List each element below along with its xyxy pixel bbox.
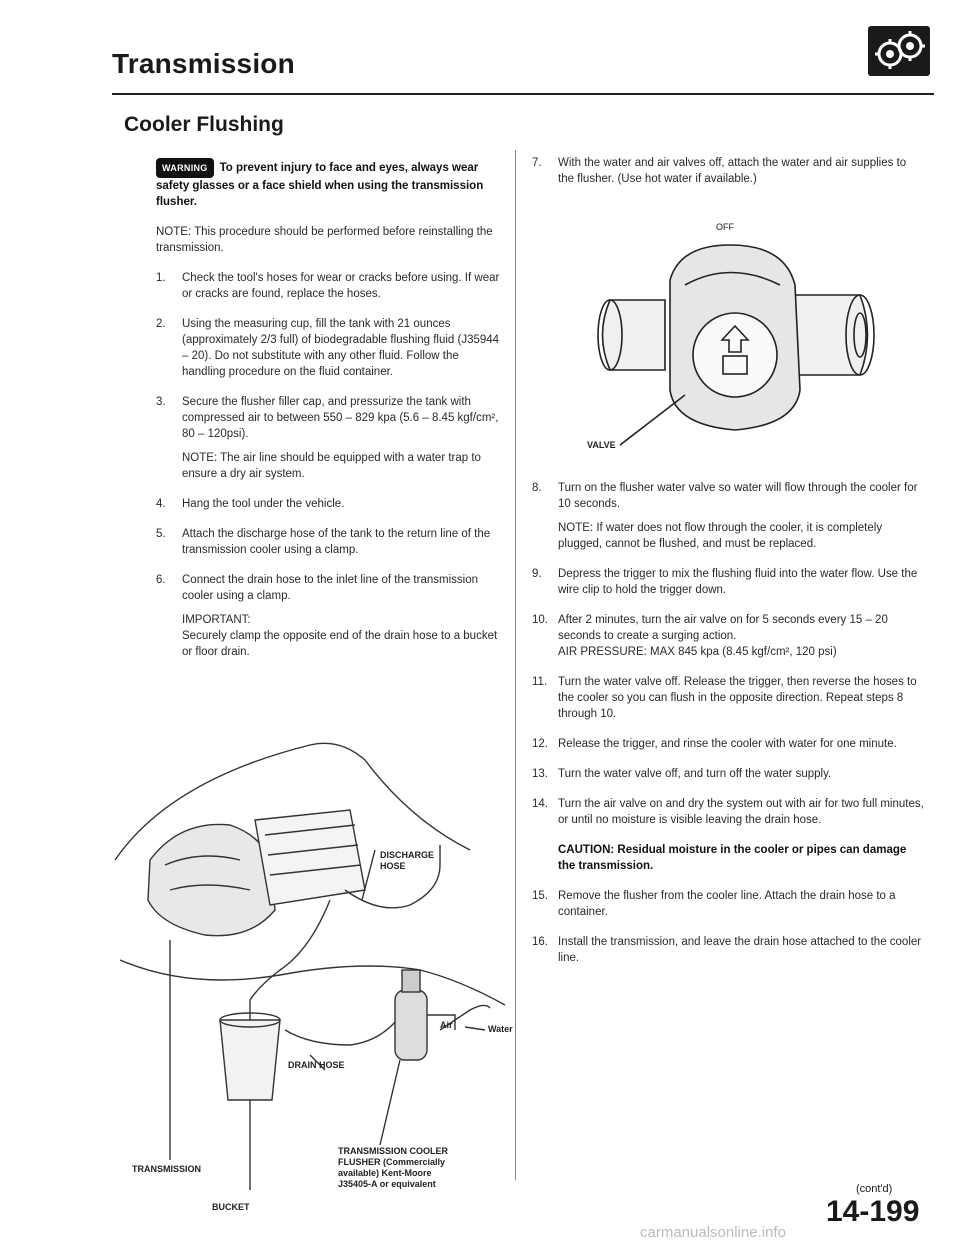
- step-text: Turn the air valve on and dry the system out with air for two full minutes, or until no moisture is visible leaving the drain hose.: [558, 798, 924, 826]
- step-15: [532, 888, 924, 920]
- step-number: 8.: [532, 482, 542, 494]
- right-column-steps: [532, 480, 924, 980]
- step-2: [156, 316, 501, 380]
- step-number: 11.: [532, 676, 548, 688]
- step-number: 1.: [156, 272, 166, 284]
- step-4: [156, 496, 501, 512]
- figure-label-discharge-hose: DISCHARGE HOSE: [380, 850, 435, 871]
- warning-block: [156, 158, 501, 210]
- step-6: [156, 572, 501, 660]
- figure-label-air: Air: [440, 1020, 453, 1030]
- figure-label-flusher: TRANSMISSION COOLER FLUSHER (Commercially available) Kent-Moore J35405-A or equivalent: [338, 1146, 449, 1189]
- step-number: 9.: [532, 568, 542, 580]
- step-10: [532, 612, 924, 660]
- step-11: [532, 674, 924, 722]
- step-number: 13.: [532, 768, 548, 780]
- step-text: Turn the water valve off, and turn off the water supply.: [558, 768, 832, 780]
- right-column: [532, 155, 924, 201]
- step-number: 10.: [532, 614, 548, 626]
- left-column: [156, 158, 501, 674]
- continued-label: (cont'd): [856, 1183, 893, 1195]
- step-3: [156, 394, 501, 482]
- step-number: 15.: [532, 890, 548, 902]
- page-number: 14-199: [826, 1195, 920, 1228]
- step-16: [532, 934, 924, 966]
- watermark: carmanualsonline.info: [640, 1224, 786, 1241]
- step-text: Hang the tool under the vehicle.: [182, 498, 345, 510]
- caution-text: CAUTION: Residual moisture in the cooler or pipes can damage the transmission.: [558, 844, 907, 872]
- transmission-gear-icon: [868, 26, 930, 76]
- step-text: Using the measuring cup, fill the tank with 21 ounces (approximately 2/3 full) of biodegradable flushing fluid (J35944 – 20). Do not substitute with any other fluid. Follow the handling procedure on the fluid container.: [182, 318, 500, 378]
- step-number: 4.: [156, 498, 166, 510]
- valve-illustration: [570, 240, 900, 470]
- figure-label-valve: VALVE: [587, 440, 616, 450]
- important-text: Securely clamp the opposite end of the drain hose to a bucket or floor drain.: [182, 630, 498, 658]
- figure-label-drain-hose: DRAIN HOSE: [288, 1060, 345, 1070]
- warning-badge: WARNING: [156, 158, 214, 178]
- step-note: NOTE: The air line should be equipped with a water trap to ensure a dry air system.: [182, 452, 481, 480]
- step-7: [532, 155, 924, 187]
- figure-label-off: OFF: [716, 222, 734, 232]
- step-text: Install the transmission, and leave the drain hose attached to the cooler line.: [558, 936, 922, 964]
- step-text: Attach the discharge hose of the tank to the return line of the transmission cooler using a clamp.: [182, 528, 491, 556]
- step-text: After 2 minutes, turn the air valve on for 5 seconds every 15 – 20 seconds to create a surging action.: [558, 614, 888, 642]
- step-14: [532, 796, 924, 828]
- step-text: Connect the drain hose to the inlet line of the transmission cooler using a clamp.: [182, 574, 478, 602]
- figure-label-bucket: BUCKET: [212, 1202, 250, 1212]
- step-number: 12.: [532, 738, 548, 750]
- step-text: Secure the flusher filler cap, and pressurize the tank with compressed air to between 550 – 829 kpa (5.6 – 8.45 kgf/cm², 80 – 120psi).: [182, 396, 499, 440]
- step-13: [532, 766, 924, 782]
- step-number: 14.: [532, 798, 548, 810]
- step-text: Check the tool's hoses for wear or cracks before using. If wear or cracks are found, replace the hoses.: [182, 272, 500, 300]
- step-text: With the water and air valves off, attach the water and air supplies to the flusher. (Use hot water if available.): [558, 157, 907, 185]
- step-5: [156, 526, 501, 558]
- step-1: [156, 270, 501, 302]
- section-title: Transmission: [112, 48, 295, 79]
- column-divider: [515, 150, 516, 1180]
- important-label: IMPORTANT:: [182, 614, 251, 626]
- step-number: 3.: [156, 396, 166, 408]
- step-text: Turn on the flusher water valve so water will flow through the cooler for 10 seconds.: [558, 482, 918, 510]
- step-note: AIR PRESSURE: MAX 845 kpa (8.45 kgf/cm², 120 psi): [558, 646, 837, 658]
- step-8: [532, 480, 924, 552]
- step-number: 5.: [156, 528, 166, 540]
- page-heading: Cooler Flushing: [124, 113, 284, 136]
- step-text: Remove the flusher from the cooler line. Attach the drain hose to a container.: [558, 890, 896, 918]
- figure-label-water: Water: [488, 1024, 513, 1034]
- header-rule: [112, 93, 934, 95]
- step-text: Turn the water valve off. Release the trigger, then reverse the hoses to the cooler so you can flush in the opposite direction. Repeat steps 8 through 10.: [558, 676, 917, 720]
- figure-label-transmission: TRANSMISSION: [132, 1164, 202, 1174]
- step-text: Depress the trigger to mix the flushing fluid into the water flow. Use the wire clip to hold the trigger down.: [558, 568, 918, 596]
- note-intro: NOTE: This procedure should be performed before reinstalling the transmission.: [156, 226, 493, 254]
- step-9: [532, 566, 924, 598]
- step-number: 7.: [532, 157, 542, 169]
- step-number: 2.: [156, 318, 166, 330]
- step-12: [532, 736, 924, 752]
- step-number: 6.: [156, 574, 166, 586]
- step-text: Release the trigger, and rinse the cooler with water for one minute.: [558, 738, 897, 750]
- step-number: 16.: [532, 936, 548, 948]
- step-note: NOTE: If water does not flow through the cooler, it is completely plugged, cannot be flushed, and must be replaced.: [558, 522, 883, 550]
- warning-text: To prevent injury to face and eyes, always wear safety glasses or a face shield when using the transmission flusher.: [156, 162, 484, 208]
